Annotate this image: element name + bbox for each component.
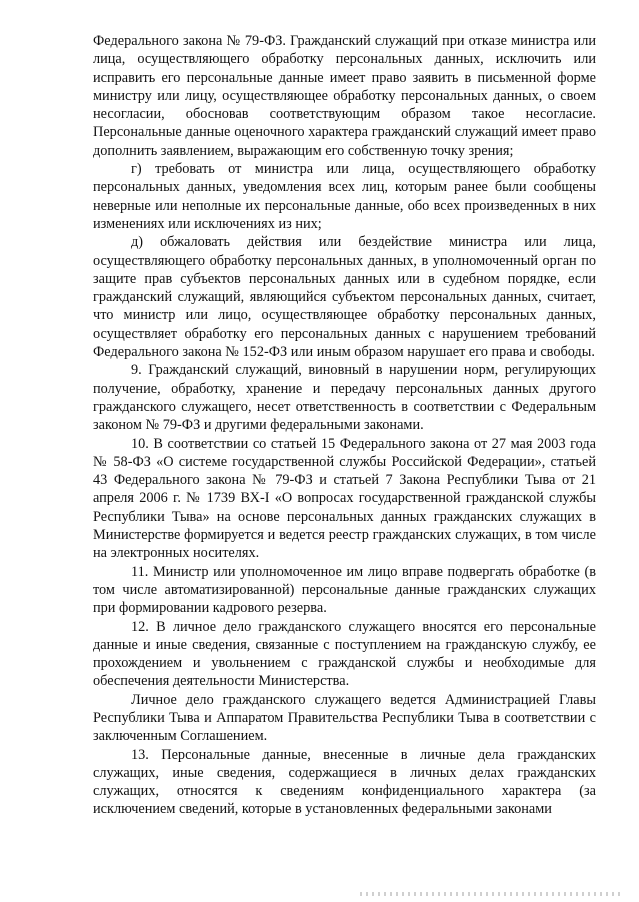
- paragraph-10: 10. В соответствии со статьей 15 Федерального закона от 27 мая 2003 года № 58-ФЗ «О системе государственной службы Российской Федерации», статьей 43 Федерального закона № 79-ФЗ и статьей 7 Закона Республики Тыва от 21 апреля 2006 г. № 1739 ВХ-I «О вопросах государственной гражданской службы Республики Тыва» на основе персональных данных гражданских служащих в Министерстве формируется и ведется реестр гражданских служащих, в том числе на электронных носителях.: [93, 435, 596, 562]
- document-body: [93, 32, 596, 819]
- paragraph-d: д) обжаловать действия или бездействие министра или лица, осуществляющего обработку персональных данных, в уполномоченный орган по защите прав субъектов персональных данных или в судебном порядке, если гражданский служащий, являющийся субъектом персональных данных, считает, что министр или лицо, осуществляющее обработку персональных данных, осуществляет обработку его персональных данных с нарушением требований Федерального закона № 152-ФЗ или иным образом нарушает его права и свободы.: [93, 234, 596, 361]
- paragraph-continuation: Федерального закона № 79-ФЗ. Гражданский служащий при отказе министра или лица, осуществляющего обработку персональных данных, исключить или исправить его персональные данные имеет право заявить в письменной форме министру или лицу, осуществляющее обработку персональных данных, о своем несогласии, обосновав соответствующим образом такое несогласие. Персональные данные оценочного характера гражданский служащий имеет право дополнить заявлением, выражающим его собственную точку зрения;: [93, 33, 596, 159]
- paragraph-13: 13. Персональные данные, внесенные в личные дела гражданских служащих, иные сведения, содержащиеся в личных делах гражданских служащих, относятся к сведениям конфиденциального характера (за исключением сведений, которые в установленных федеральными законами: [93, 746, 596, 818]
- paragraph-11: 11. Министр или уполномоченное им лицо вправе подвергать обработке (в том числе автоматизированной) персональные данные гражданских служащих при формировании кадрового резерва.: [93, 563, 596, 617]
- paragraph-12: 12. В личное дело гражданского служащего вносятся его персональные данные и иные сведения, связанные с поступлением на гражданскую службу, ее прохождением и увольнением с гражданской службы и необходимые для обеспечения деятельности Министерства.: [93, 618, 596, 690]
- scan-artifact: [360, 892, 620, 896]
- paragraph-9: 9. Гражданский служащий, виновный в нарушении норм, регулирующих получение, обработку, хранение и передачу персональных данных другого гражданского служащего, несет ответственность в соответствии с Федеральным законом № 79-ФЗ и другими федеральными законами.: [93, 362, 596, 434]
- paragraph-g: г) требовать от министра или лица, осуществляющего обработку персональных данных, уведомления всех лиц, которым ранее были сообщены неверные или неполные их персональные данные, обо всех произведенных в них изменениях или исключениях из них;: [93, 161, 596, 232]
- paragraph-12-personal-file: Личное дело гражданского служащего ведется Администрацией Главы Республики Тыва и Аппаратом Правительства Республики Тыва в соответствии с заключенным Соглашением.: [93, 691, 596, 745]
